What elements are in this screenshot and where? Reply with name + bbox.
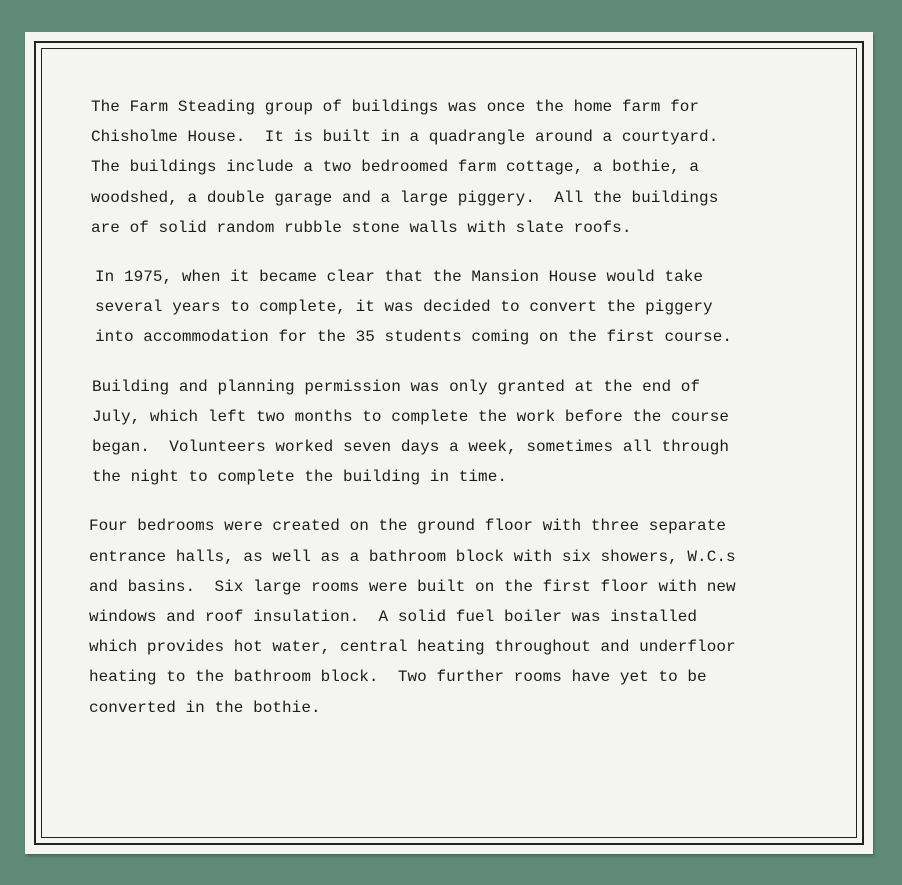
text-line: woodshed, a double garage and a large piggery. All the buildings [91, 188, 719, 207]
text-line: which provides hot water, central heating throughout and underfloor [89, 638, 736, 657]
text-line: July, which left two months to complete the work before the course [92, 407, 730, 426]
body-text [91, 92, 781, 742]
paragraph-1975-conversion [95, 262, 781, 353]
paragraph-bedrooms [89, 511, 781, 722]
paragraph-farm-steading [91, 92, 781, 243]
text-line: entrance halls, as well as a bathroom block with six showers, W.C.s [89, 547, 736, 566]
text-line: windows and roof insulation. A solid fuel boiler was installed [89, 608, 698, 627]
text-line: In 1975, when it became clear that the Mansion House would take [95, 268, 704, 287]
text-line: began. Volunteers worked seven days a week, sometimes all through [92, 438, 730, 457]
text-line: The Farm Steading group of buildings was once the home farm for [91, 98, 700, 116]
document-page [25, 32, 873, 854]
text-line: heating to the bathroom block. Two further rooms have yet to be [89, 668, 707, 687]
text-line: are of solid random rubble stone walls with slate roofs. [91, 218, 632, 237]
text-line: Building and planning permission was only granted at the end of [92, 377, 701, 396]
text-line: into accommodation for the 35 students coming on the first course. [95, 328, 733, 347]
text-line: several years to complete, it was decided to convert the piggery [95, 298, 713, 317]
text-line: The buildings include a two bedroomed farm cottage, a bothie, a [91, 158, 700, 177]
paragraph-planning-permission [92, 372, 781, 493]
text-line: and basins. Six large rooms were built on the first floor with new [89, 577, 736, 596]
text-line: converted in the bothie. [89, 698, 321, 717]
text-line: Chisholme House. It is built in a quadrangle around a courtyard. [91, 128, 719, 147]
text-line: the night to complete the building in time. [92, 468, 508, 487]
text-line: Four bedrooms were created on the ground floor with three separate [89, 517, 727, 536]
